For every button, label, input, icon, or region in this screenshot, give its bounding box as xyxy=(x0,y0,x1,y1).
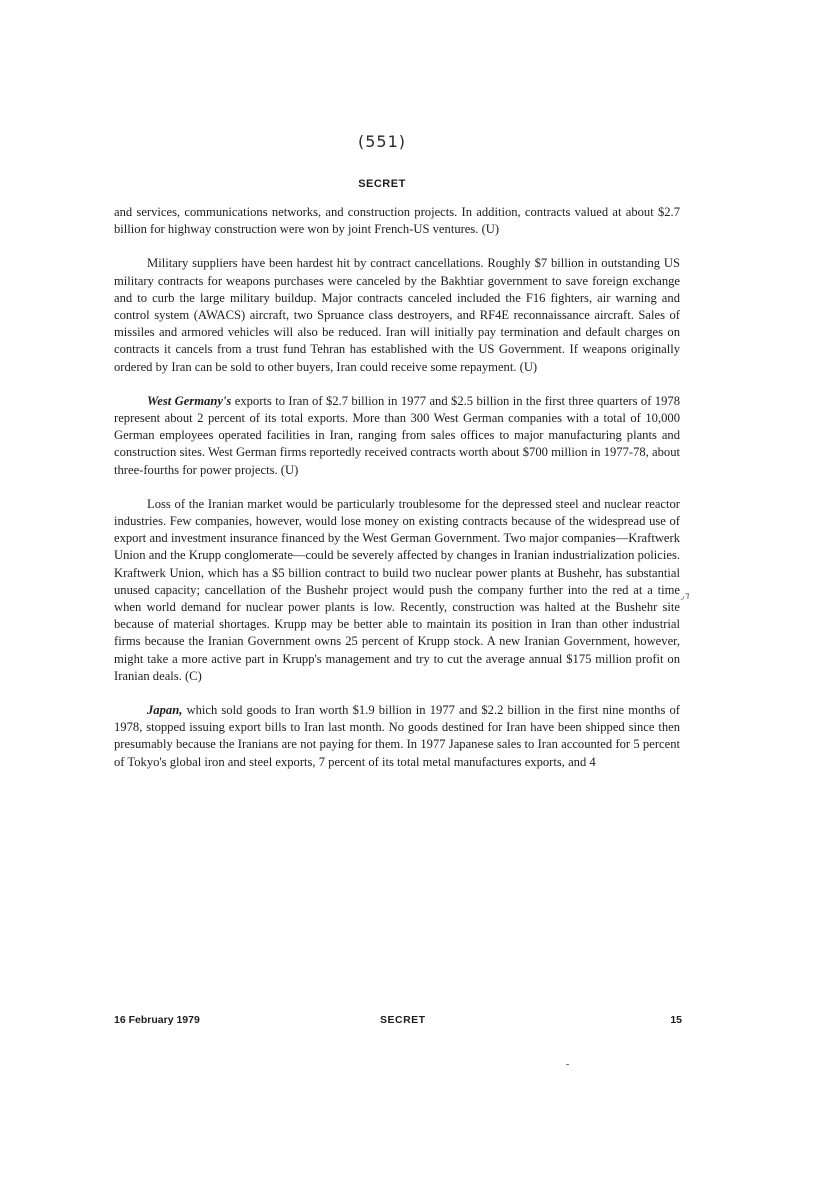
paragraph-3 xyxy=(114,393,680,479)
handwritten-margin-note: ٫٦ xyxy=(681,591,689,601)
paragraph-3-text: exports to Iran of $2.7 billion in 1977 and $2.5 billion in the first three quarters of 1978 represent about 2 percent of its total exports. More than 300 West German companies with a total of 10,000 German employees operated facilities in Iran, ranging from sales offices to major manufacturing plants and construction sites. West German firms reportedly received contracts worth about $700 million in 1977-78, about three-fourths for power projects. (U) xyxy=(114,393,680,477)
paragraph-5-lead: Japan, xyxy=(147,703,183,718)
paragraph-5 xyxy=(114,702,680,771)
footer-page-number: 15 xyxy=(670,1014,682,1026)
document-body xyxy=(114,204,680,788)
classification-header: SECRET xyxy=(358,178,406,190)
classification-footer: SECRET xyxy=(380,1014,426,1026)
paragraph-1: and services, communications networks, and construction projects. In addition, contracts valued at about $2.7 billion for highway construction were won by joint French-US ventures. (U) xyxy=(114,205,680,237)
paragraph-5-text: which sold goods to Iran worth $1.9 billion in 1977 and $2.2 billion in the first nine months of 1978, stopped issuing export bills to Iran last month. No goods destined for Iran have been shipped since then presumably because the Iranians are not paying for them. In 1977 Japanese sales to Iran accounted for 5 percent of Tokyo's global iron and steel exports, 7 percent of its total metal manufactures exports, and 4 xyxy=(114,703,680,769)
scan-speck xyxy=(566,1064,569,1065)
paragraph-4: Loss of the Iranian market would be particularly troublesome for the depressed steel and nuclear reactor industries. Few companies, however, would lose money on existing contracts because of the widespread use of export and investment insurance financed by the West German Government. Two major companies—Kraftwerk Union and the Krupp conglomerate—could be severely affected by changes in Iranian industrialization policies. Kraftwerk Union, which has a $5 billion contract to build two nuclear power plants at Bushehr, has substantial unused capacity; cancellation of the Bushehr project would push the company further into the red at a time when world demand for nuclear power plants is low. Recently, construction was halted at the Bushehr site because of material shortages. Krupp may be better able to maintain its position in Iran than other industrial firms because the Iranian Government owns 25 percent of Krupp stock. A new Iranian Government, however, might take a more active part in Krupp's management and try to cut the average annual $175 million profit on Iranian deals. (C) xyxy=(114,496,680,683)
paragraph-3-lead: West Germany's xyxy=(147,393,232,408)
paragraph-2: Military suppliers have been hardest hit by contract cancellations. Roughly $7 billion in outstanding US military contracts for weapons purchases were canceled by the Bakhtiar government to save foreign exchange and to curb the large military buildup. Major contracts canceled included the F16 fighters, air warning and control system (AWACS) aircraft, two Spruance class destroyers, and RF4E reconnaissance aircraft. Sales of missiles and armored vehicles will also be reduced. Iran will initially pay termination and default charges on contracts it cancels from a trust fund Tehran has established with the US Government. If weapons originally ordered by Iran can be sold to other buyers, Iran could receive some repayment. (U) xyxy=(114,256,680,374)
archive-page-number: (551) xyxy=(357,132,407,151)
page-footer xyxy=(114,1014,682,1030)
footer-date: 16 February 1979 xyxy=(114,1014,200,1026)
